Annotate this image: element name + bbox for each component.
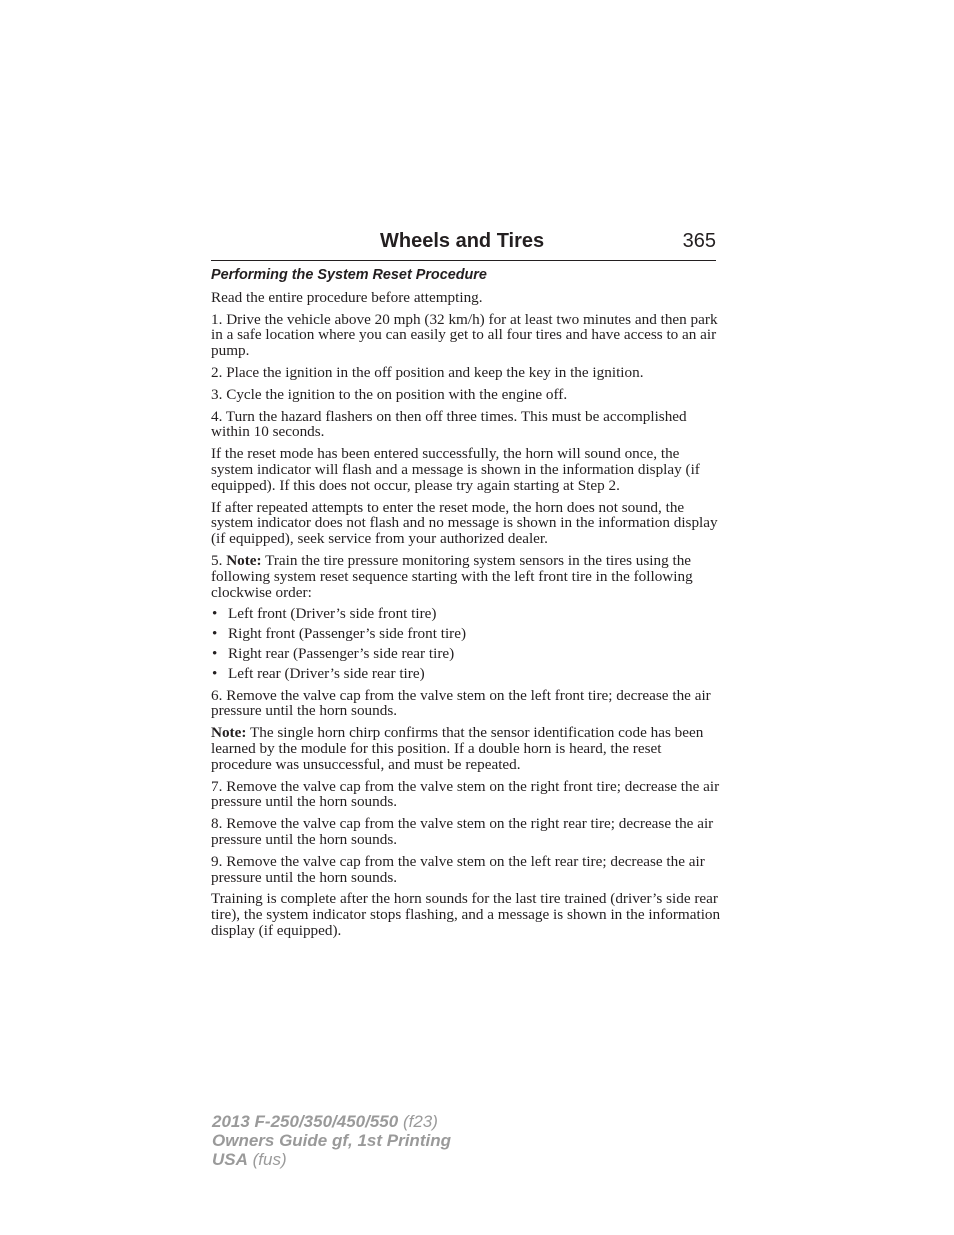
bullet-icon: • bbox=[212, 664, 218, 682]
footer-market: USA bbox=[212, 1150, 248, 1169]
list-item-label: Right rear (Passenger’s side rear tire) bbox=[228, 644, 455, 662]
note-label: Note: bbox=[211, 724, 247, 742]
bullet-icon: • bbox=[212, 605, 218, 623]
step-5 bbox=[211, 553, 721, 600]
note-text: The single horn chirp confirms that the sensor identification code has been learned by the module for this position. If a double horn is heard, the reset procedure was unsuccessful, and must be repeated. bbox=[211, 724, 704, 773]
step-5-number: 5. bbox=[211, 551, 227, 569]
page-header bbox=[211, 228, 716, 261]
list-item-label: Right front (Passenger’s side front tire) bbox=[228, 625, 467, 643]
list-item bbox=[211, 646, 721, 662]
footer-market-line bbox=[212, 1150, 451, 1169]
list-item-label: Left rear (Driver’s side rear tire) bbox=[228, 664, 425, 682]
list-item bbox=[211, 606, 721, 622]
chapter-title: Wheels and Tires bbox=[380, 230, 545, 252]
bullet-icon: • bbox=[212, 625, 218, 643]
footer-model-line bbox=[212, 1112, 451, 1131]
note-paragraph bbox=[211, 725, 721, 772]
section-subheading: Performing the System Reset Procedure bbox=[211, 267, 487, 283]
body-content bbox=[211, 268, 721, 945]
step-1: 1. Drive the vehicle above 20 mph (32 km/h) for at least two minutes and then park in a safe location where you can easily get to all four tires and have access to an air pump. bbox=[211, 310, 718, 360]
page-footer bbox=[212, 1112, 451, 1169]
footer-model-code: (f23) bbox=[398, 1112, 438, 1131]
step-6: 6. Remove the valve cap from the valve stem on the left front tire; decrease the air pressure until the horn sounds. bbox=[211, 686, 711, 720]
reset-failure-paragraph: If after repeated attempts to enter the reset mode, the horn does not sound, the system indicator does not flash and no message is shown in the information display (if equipped), seek service from your authorized dealer. bbox=[211, 498, 718, 548]
tire-order-list bbox=[211, 606, 721, 681]
step-5-note-label: Note: bbox=[226, 551, 262, 569]
training-complete-paragraph: Training is complete after the horn sounds for the last tire trained (driver’s side rear tire), the system indicator stops flashing, and a message is shown in the information display (if equipped). bbox=[211, 890, 721, 939]
page-number: 365 bbox=[682, 230, 716, 252]
step-4: 4. Turn the hazard flashers on then off three times. This must be accomplished within 10 seconds. bbox=[211, 407, 687, 441]
step-5-text: Train the tire pressure monitoring system sensors in the tires using the following system reset sequence starting with the left front tire in the following clockwise order: bbox=[211, 551, 693, 601]
step-3: 3. Cycle the ignition to the on position with the engine off. bbox=[211, 385, 568, 403]
list-item bbox=[211, 666, 721, 682]
list-item-label: Left front (Driver’s side front tire) bbox=[228, 605, 437, 623]
intro-paragraph: Read the entire procedure before attempting. bbox=[211, 288, 483, 306]
footer-guide: Owners Guide gf, 1st Printing bbox=[212, 1131, 451, 1150]
step-8: 8. Remove the valve cap from the valve stem on the right rear tire; decrease the air pressure until the horn sounds. bbox=[211, 815, 714, 848]
reset-success-paragraph: If the reset mode has been entered successfully, the horn will sound once, the system indicator will flash and a message is shown in the information display (if equipped). If this does not occur, please try again starting at Step 2. bbox=[211, 445, 700, 494]
list-item bbox=[211, 626, 721, 642]
footer-model: 2013 F-250/350/450/550 bbox=[212, 1112, 399, 1131]
footer-guide-line bbox=[212, 1131, 451, 1150]
step-2: 2. Place the ignition in the off position and keep the key in the ignition. bbox=[211, 363, 644, 381]
bullet-icon: • bbox=[212, 644, 218, 662]
step-9: 9. Remove the valve cap from the valve stem on the left rear tire; decrease the air pressure until the horn sounds. bbox=[211, 852, 705, 886]
step-7: 7. Remove the valve cap from the valve stem on the right front tire; decrease the air pressure until the horn sounds. bbox=[211, 777, 720, 811]
footer-market-code: (fus) bbox=[247, 1150, 287, 1169]
